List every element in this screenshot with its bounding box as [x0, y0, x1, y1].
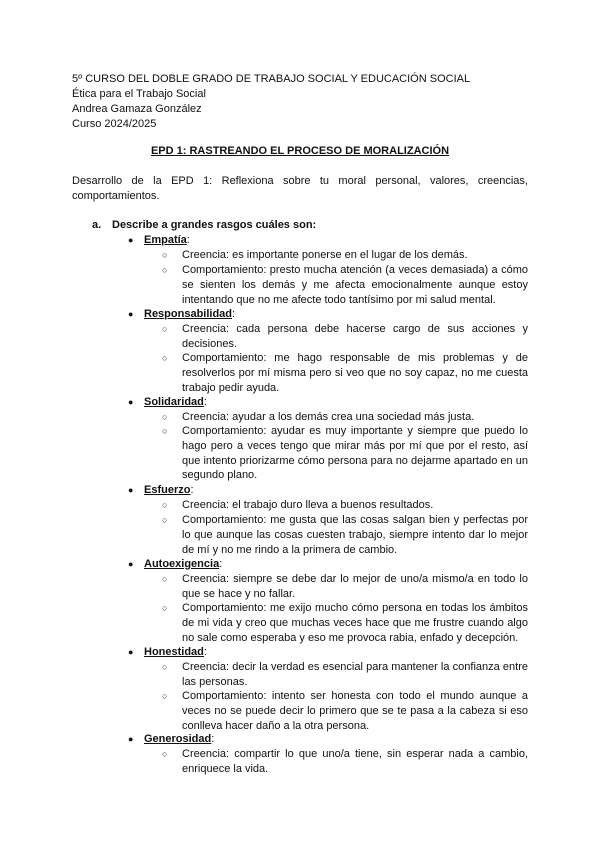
sub-bullet-icon: ○ [162, 250, 168, 260]
sub-bullet-icon: ○ [162, 749, 168, 759]
creencia-text: Creencia: cada persona debe hacerse cargo de sus acciones y decisiones. [182, 323, 528, 350]
intro-line-2: comportamientos. [72, 190, 160, 202]
bullet-icon: ● [128, 235, 134, 245]
sub-bullet-icon: ○ [162, 691, 168, 701]
bullet-icon: ● [128, 734, 134, 744]
intro-line-1: Desarrollo de la EPD 1: Reflexiona sobre tu moral personal, valores, creencias, [72, 175, 528, 187]
bullet-icon: ● [128, 485, 134, 495]
comportamiento-text: Comportamiento: me hago responsable de mis problemas y de resolverlos por mí misma pero si veo que no soy capaz, no me cuesta trabajo pedir ayuda. [182, 352, 528, 394]
comportamiento-text: Comportamiento: me gusta que las cosas salgan bien y perfectas por lo que aunque las cosas cuesten trabajo, siempre intento dar lo mejor de mí y no me rindo a la primera de cambio. [182, 514, 528, 556]
sub-bullet-icon: ○ [162, 574, 168, 584]
sub-bullet-icon: ○ [162, 353, 168, 363]
sub-bullet-icon: ○ [162, 265, 168, 275]
bullet-icon: ● [128, 397, 134, 407]
section-a-text: Describe a grandes rasgos cuáles son: [112, 219, 317, 231]
section-a-marker: a. [92, 219, 102, 231]
creencia-text: Creencia: compartir lo que uno/a tiene, sin esperar nada a cambio, enriquece la vida. [182, 748, 528, 775]
document-header [72, 72, 470, 132]
author-line: Andrea Gamaza González [72, 103, 202, 115]
value-name: Esfuerzo: [144, 484, 194, 496]
value-name: Autoexigencia: [144, 558, 223, 570]
creencia-text: Creencia: siempre se debe dar lo mejor de uno/a mismo/a en todo lo que se hace y no fallar. [182, 573, 528, 600]
value-name: Honestidad: [144, 646, 207, 658]
bullet-icon: ● [128, 559, 134, 569]
sub-bullet-icon: ○ [162, 324, 168, 334]
bullet-icon: ● [128, 309, 134, 319]
creencia-text: Creencia: decir la verdad es esencial para mantener la confianza entre las personas. [182, 661, 528, 688]
sub-bullet-icon: ○ [162, 426, 168, 436]
comportamiento-text: Comportamiento: me exijo mucho cómo persona en todas los ámbitos de mi vida y creo que muchas veces hace que me frustre cuando algo no sale como esperaba y eso me provoca rabia, enfado y decepción. [182, 602, 528, 644]
comportamiento-text: Comportamiento: intento ser honesta con todo el mundo aunque a veces no se puede decir lo primero que se te pasa a la cabeza si eso conlleva hacer daño a la otra persona. [182, 690, 528, 732]
academic-year-line: Curso 2024/2025 [72, 118, 157, 130]
value-name: Responsabilidad: [144, 308, 236, 320]
sub-bullet-icon: ○ [162, 603, 168, 613]
creencia-text: Creencia: es importante ponerse en el lugar de los demás. [182, 249, 468, 261]
creencia-text: Creencia: el trabajo duro lleva a buenos resultados. [182, 499, 434, 511]
sub-bullet-icon: ○ [162, 412, 168, 422]
sub-bullet-icon: ○ [162, 500, 168, 510]
subject-line: Ética para el Trabajo Social [72, 88, 206, 100]
value-name: Solidaridad: [144, 396, 207, 408]
sub-bullet-icon: ○ [162, 662, 168, 672]
bullet-icon: ● [128, 647, 134, 657]
sub-bullet-icon: ○ [162, 515, 168, 525]
creencia-text: Creencia: ayudar a los demás crea una sociedad más justa. [182, 411, 475, 423]
intro-paragraph [72, 174, 528, 204]
value-name: Generosidad: [144, 733, 215, 745]
comportamiento-text: Comportamiento: ayudar es muy importante y siempre que puedo lo hago pero a veces tengo que mirar más por mí que por el resto, así que intento priorizarme cómo persona para no dejarme apartado en un segundo plano. [182, 425, 528, 482]
section-a-heading [92, 218, 316, 233]
page-title: EPD 1: RASTREANDO EL PROCESO DE MORALIZACIÓN [150, 145, 450, 157]
course-line: 5º CURSO DEL DOBLE GRADO DE TRABAJO SOCIAL Y EDUCACIÓN SOCIAL [72, 73, 471, 85]
value-name: Empatía: [144, 234, 190, 246]
comportamiento-text: Comportamiento: presto mucha atención (a veces demasiada) a cómo se sienten los demás y me afecta emocionalmente aunque estoy intentando que no me afecte todo tantísimo por mi salud mental. [182, 264, 528, 306]
